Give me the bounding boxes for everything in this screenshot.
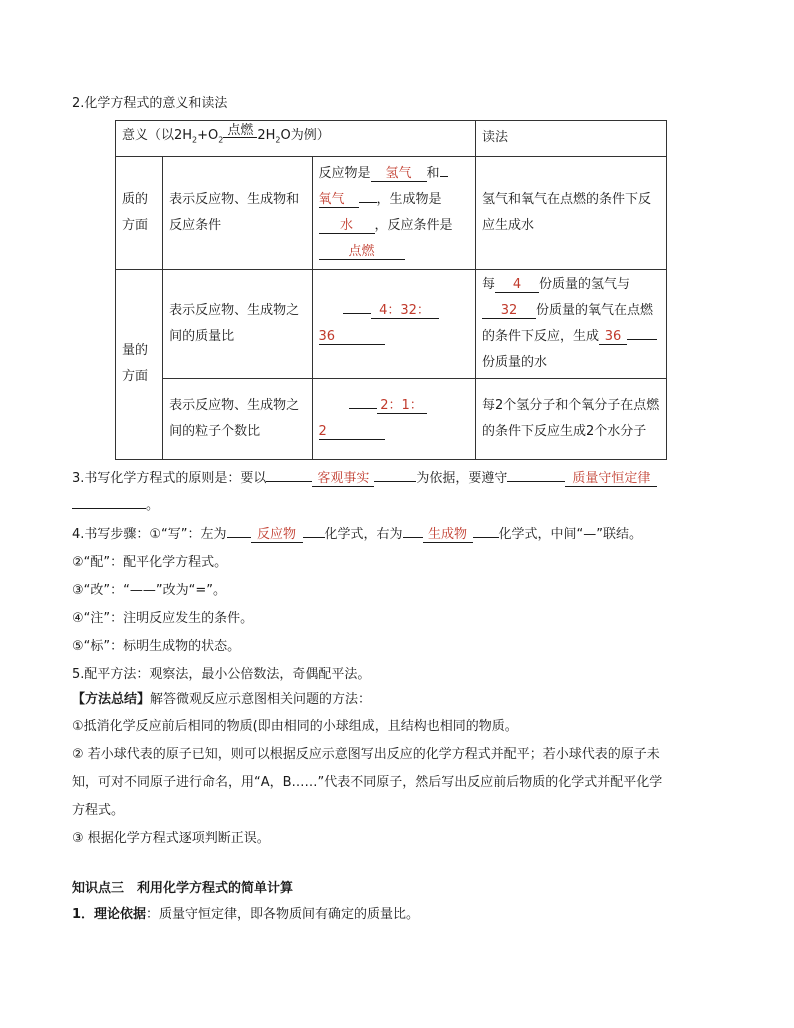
principle-paragraph: 3.书写化学方程式的原则是：要以 客观事实 为依据，要遵守 质量守恒定律 bbox=[72, 470, 657, 488]
section-title: 知识点三 利用化学方程式的简单计算 bbox=[72, 881, 294, 896]
step-balance: ②“配”：配平化学方程式。 bbox=[72, 555, 228, 570]
mass-ratio-reading: 每 4 份质量的氢气与32 份质量的氧气在点燃的条件下反应，生成 36份质量的水 bbox=[476, 269, 667, 378]
meaning-table bbox=[115, 120, 667, 460]
step-write: 4.书写步骤：①“写”：左为 反应物 化学式，右为 生成物 化学式，中间“—”联结。 bbox=[72, 527, 643, 542]
principle-paragraph-cont: 。 bbox=[72, 497, 159, 515]
mass-ratio-description: 表示反应物、生成物之间的质量比 bbox=[163, 269, 312, 378]
table-header-meaning: 意义（以$2H_2+O_2$点燃 $2H_2O$为例） bbox=[116, 121, 476, 157]
particle-ratio-answer: 2：1： 2 bbox=[312, 378, 475, 459]
method-summary: 【方法总结】解答微观反应示意图相关问题的方法： bbox=[72, 692, 372, 707]
method-item-2-line-1: ② 若小球代表的原子已知，则可以根据反应示意图写出反应的化学方程式并配平；若小球代表的原子未 bbox=[72, 747, 660, 762]
table-header-reading: 读法 bbox=[476, 121, 667, 157]
step-mark: ⑤“标”：标明生成物的状态。 bbox=[72, 639, 241, 654]
quantitative-label: 量的方面 bbox=[116, 269, 163, 459]
qualitative-reading: 氢气和氧气在点燃的条件下反应生成水 bbox=[476, 156, 667, 269]
particle-ratio-reading: 每2个氢分子和个氧分子在点燃的条件下反应生成2个水分子 bbox=[476, 378, 667, 459]
condition-ignite: 点燃 bbox=[223, 125, 257, 138]
method-item-1: ①抵消化学反应前后相同的物质(即由相同的小球组成，且结构也相同的物质。 bbox=[72, 719, 518, 734]
qualitative-fill-in: 反应物是 氢气 和 氧气 ，生成物是 水 ，反应条件是 点燃 bbox=[312, 156, 475, 269]
method-item-2-line-2: 知，可对不同原子进行命名，用“A，B……”代表不同原子，然后写出反应前后物质的化学式并配平化学 bbox=[72, 775, 663, 790]
heading-meaning-and-reading: 2.化学方程式的意义和读法 bbox=[72, 96, 228, 111]
step-note: ④“注”：注明反应发生的条件。 bbox=[72, 611, 254, 626]
qualitative-description: 表示反应物、生成物和反应条件 bbox=[163, 156, 312, 269]
method-item-3: ③ 根据化学方程式逐项判断正误。 bbox=[72, 831, 270, 846]
mass-ratio-answer: 4：32： 36 bbox=[312, 269, 475, 378]
particle-ratio-description: 表示反应物、生成物之间的粒子个数比 bbox=[163, 378, 312, 459]
step-change: ③“改”：“——”改为“=”。 bbox=[72, 583, 226, 598]
qualitative-label: 质的方面 bbox=[116, 156, 163, 269]
theoretical-basis: 1．理论依据：质量守恒定律，即各物质间有确定的质量比。 bbox=[72, 907, 420, 922]
balancing-methods: 5.配平方法：观察法，最小公倍数法，奇偶配平法。 bbox=[72, 667, 371, 682]
method-item-2-line-3: 方程式。 bbox=[72, 803, 125, 818]
